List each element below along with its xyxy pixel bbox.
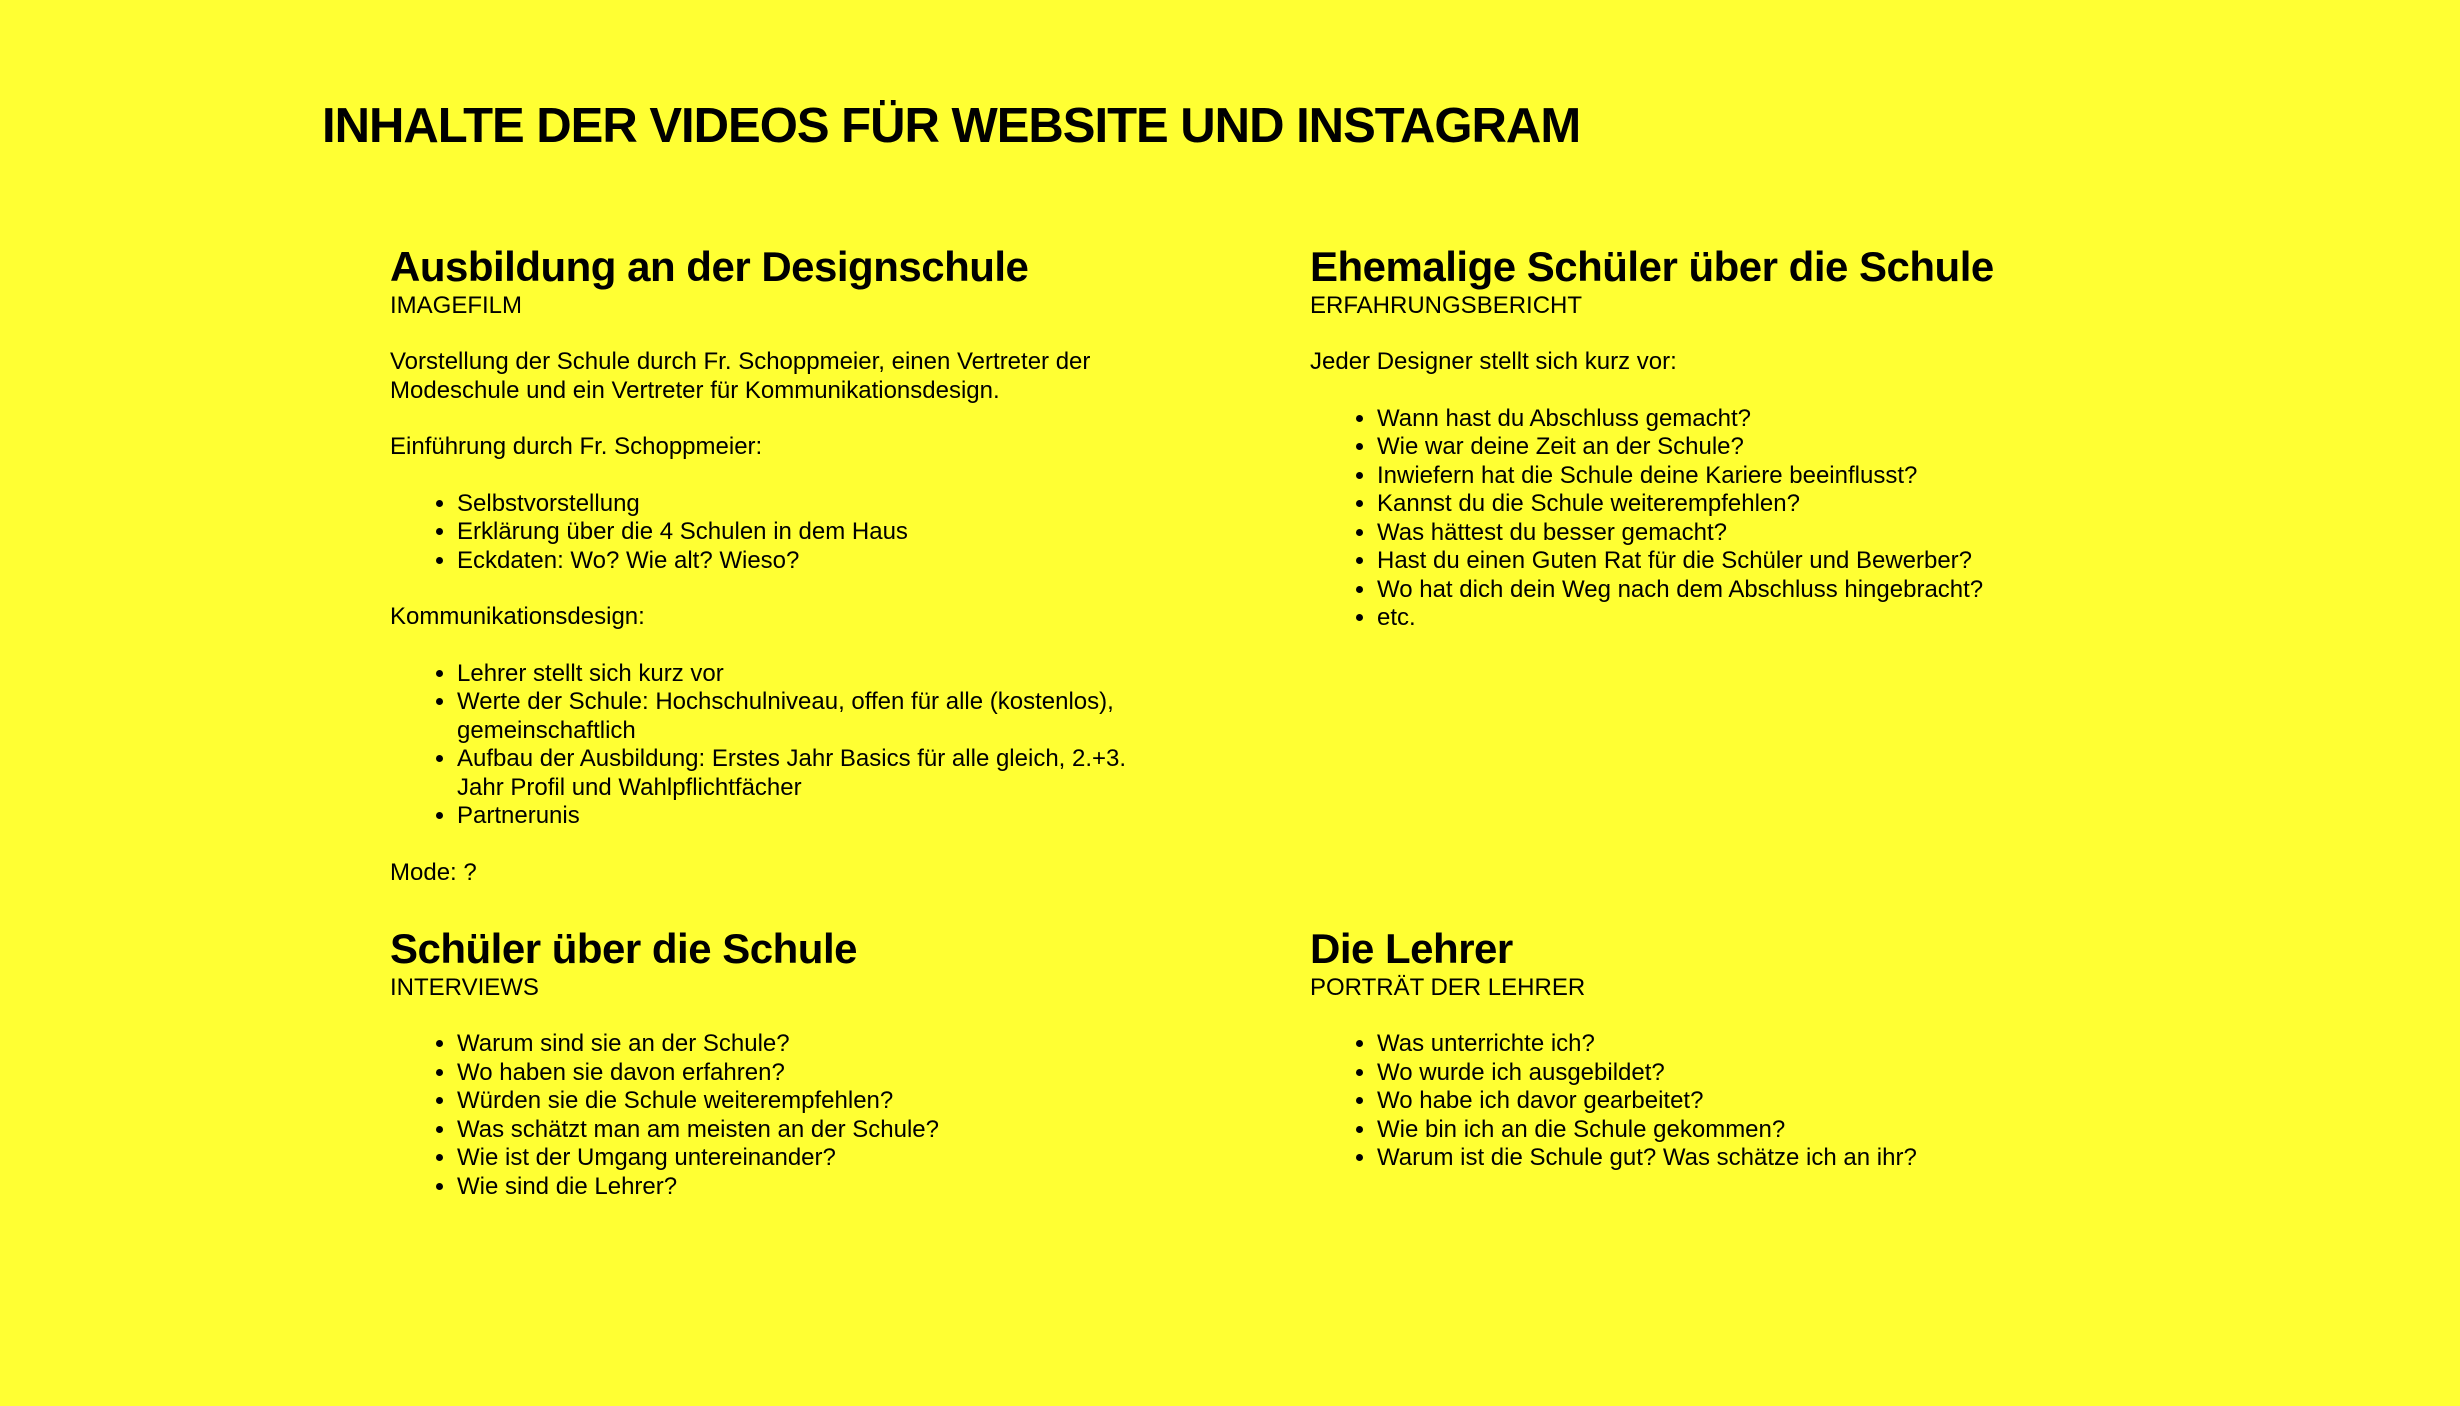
page-title: INHALTE DER VIDEOS FÜR WEBSITE UND INSTAGRAM: [322, 99, 1581, 153]
question-list: [390, 1030, 1170, 1201]
list-item: • Aufbau der Ausbildung: Erstes Jahr Basics für alle gleich, 2.+3. Jahr Profil und Wahlpflichtfächer: [457, 745, 1170, 802]
section-heading: Schüler über die Schule: [390, 925, 857, 972]
list-item: • Warum sind sie an der Schule?: [457, 1030, 1170, 1059]
list-item: • Kannst du die Schule weiterempfehlen?: [1377, 490, 2090, 519]
list-item: • Wo wurde ich ausgebildet?: [1377, 1059, 2090, 1088]
list-item: • Wie war deine Zeit an der Schule?: [1377, 433, 2090, 462]
section-heading: Ausbildung an der Designschule: [390, 243, 1029, 290]
kommunikationsdesign-list: [390, 660, 1170, 831]
list-item: • Wo hat dich dein Weg nach dem Abschluss hingebracht?: [1377, 576, 2090, 605]
section-ehemalige: [1310, 242, 2090, 661]
section-heading: Ehemalige Schüler über die Schule: [1310, 243, 1994, 290]
section-heading: Die Lehrer: [1310, 925, 1513, 972]
list-item: • Inwiefern hat die Schule deine Kariere beeinflusst?: [1377, 462, 2090, 491]
list-item: • Lehrer stellt sich kurz vor: [457, 660, 1170, 689]
section-subtitle: ERFAHRUNGSBERICHT: [1310, 292, 1583, 319]
list-item: • Wie sind die Lehrer?: [457, 1173, 1170, 1202]
list-item: • Werte der Schule: Hochschulniveau, offen für alle (kostenlos), gemeinschaftlich: [457, 688, 1170, 745]
section-intro: Jeder Designer stellt sich kurz vor:: [1310, 348, 1677, 375]
section-ausbildung: [390, 242, 1170, 915]
list-item: • Erklärung über die 4 Schulen in dem Haus: [457, 518, 1170, 547]
list-item: • Was unterrichte ich?: [1377, 1030, 2090, 1059]
einfuehrung-list: [390, 490, 1170, 576]
kommunikationsdesign-label: Kommunikationsdesign:: [390, 603, 645, 630]
list-item: • Eckdaten: Wo? Wie alt? Wieso?: [457, 547, 1170, 576]
section-subtitle: IMAGEFILM: [390, 292, 523, 319]
list-item: • Wann hast du Abschluss gemacht?: [1377, 405, 2090, 434]
section-subtitle: PORTRÄT DER LEHRER: [1310, 974, 1586, 1001]
list-item: • Was schätzt man am meisten an der Schule?: [457, 1116, 1170, 1145]
list-item: • Selbstvorstellung: [457, 490, 1170, 519]
section-lehrer: [1310, 924, 2090, 1201]
section-subtitle: INTERVIEWS: [390, 974, 539, 1001]
list-item: • Warum ist die Schule gut? Was schätze ich an ihr?: [1377, 1144, 2090, 1173]
list-item: • Was hättest du besser gemacht?: [1377, 519, 2090, 548]
mode-label: Mode: ?: [390, 858, 477, 886]
list-item: • etc.: [1377, 604, 2090, 633]
list-item: • Wo haben sie davon erfahren?: [457, 1059, 1170, 1088]
section-intro: Vorstellung der Schule durch Fr. Schoppmeier, einen Vertreter der Modeschule und ein Vertreter für Kommunikationsdesign.: [390, 348, 1091, 404]
question-list: [1310, 405, 2090, 633]
list-item: • Wo habe ich davor gearbeitet?: [1377, 1087, 2090, 1116]
list-item: • Hast du einen Guten Rat für die Schüler und Bewerber?: [1377, 547, 2090, 576]
question-list: [1310, 1030, 2090, 1173]
list-item: • Wie ist der Umgang untereinander?: [457, 1144, 1170, 1173]
einfuehrung-label: Einführung durch Fr. Schoppmeier:: [390, 433, 763, 460]
list-item: • Partnerunis: [457, 802, 1170, 831]
list-item: • Würden sie die Schule weiterempfehlen?: [457, 1087, 1170, 1116]
list-item: • Wie bin ich an die Schule gekommen?: [1377, 1116, 2090, 1145]
section-schueler: [390, 924, 1170, 1229]
